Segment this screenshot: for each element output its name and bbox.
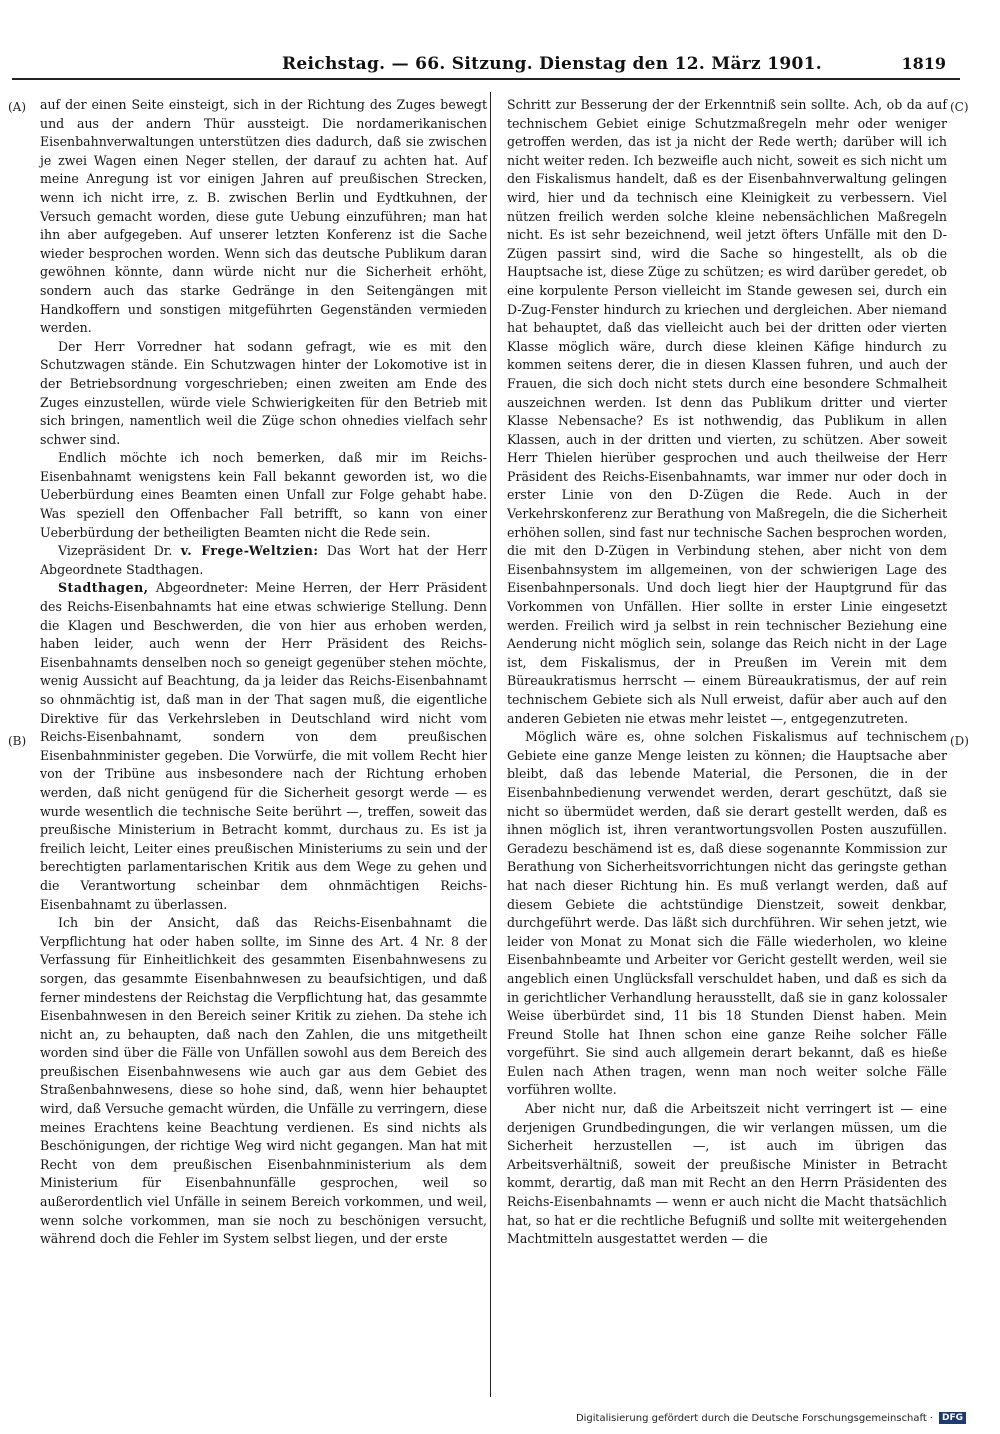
footer-text: Digitalisierung gefördert durch die Deutsche Forschungsgemeinschaft [575,1413,927,1424]
margin-mark-b: (B) [8,734,27,748]
margin-mark-d: (D) [950,734,969,748]
left-paragraph-4 [40,542,487,579]
speaker-name-frege: v. Frege-Weltzien: [180,543,319,559]
footer-credit [576,1412,966,1424]
left-paragraph-5 [40,579,487,914]
right-paragraph-1: Schritt zur Besserung der der Erkenntniß sein sollte. Ach, ob da auf technischem Gebiet einige Schutzmaßregeln mehr oder weniger getroffen werden, das ist ja nicht der Rede werth; darüber will ich nicht weiter reden. Ich bezweifle auch nicht, soweit es sich nicht um den Fiskalismus handelt, daß es der Eisenbahnverwaltung gelingen wird, hier und da technisch eine Kleinigkeit zu verbessern. Viel nützen freilich werden solche kleine nebensächlichen Maßregeln nicht. Es ist sehr bezeichnend, weil jetzt öfters Unfälle mit den D-Zügen passirt sind, wird die Sache so hingestellt, als ob die Hauptsache ist, diese Züge zu schützen; es wird darüber geredet, ob eine korpulente Person vielleicht im Stande gewesen sei, durch ein D-Zug-Fenster hindurch zu kriechen und dergleichen. Aber niemand hat behauptet, daß das vielleicht auch bei der dritten oder vierten Klasse möglich wäre, durch diese kleinen Käfige hindurch zu kommen seitens derer, die in diesen Klassen fuhren, und auch der Frauen, die sich doch nicht stets durch eine besondere Schmalheit auszeichnen werden. Ist denn das Publikum dritter und vierter Klasse Nebensache? Es ist nothwendig, das Publikum in allen Klassen, auch in der dritten und vierten, zu schützen. Aber soweit Herr Thielen hierüber gesprochen und auch theilweise der Herr Präsident des Reichs-Eisenbahnamts, war immer nur oder doch in erster Linie von den D-Zügen die Rede. Auch in der Verkehrskonferenz zur Berathung von Maßregeln, die die Sicherheit erhöhen sollen, sind fast nur technische Sachen besprochen worden, die mit den D-Zügen in Verbindung stehen, aber nicht von dem Eisenbahnsystem im allgemeinen, von der schwierigen Lage des Eisenbahnpersonals. Und doch liegt hier der Hauptgrund für das Vorkommen von Unfällen. Hier sollte in erster Linie eingesetzt werden. Freilich wird ja selbst in rein technischer Beziehung eine Aenderung nicht möglich sein, solange das Reich nicht in der Lage ist, dem Fiskalismus, der in Preußen im Verein mit dem Büreaukratismus herrscht — einem Büreaukratismus, der auf rein technischem Gebiete sich als Null erweist, dafür aber auch auf den anderen Gebieten nie etwas mehr leistet —, entgegenzutreten. [507,97,947,726]
dfg-logo: DFG [939,1412,966,1424]
left-paragraph-4-text: Das Wort hat der Herr Abgeordnete Stadthagen. [40,543,488,577]
left-paragraph-5-text: Abgeordneter: Meine Herren, der Herr Präsident des Reichs-Eisenbahnamts hat eine etwas schwierige Stellung. Denn die Klagen und Beschwerden, die von hier aus erhoben werden, haben leider, auch wenn der Herr Präsident des Reichs-Eisenbahnamts denselben noch so geneigt gegenüber stehen möchte, wenig Aussicht auf Beachtung, da ja leider das Reichs-Eisenbahnamt so ohnmächtig ist, daß man in der That sagen muß, die eigentliche Direktive für das Verkehrsleben in Deutschland wird nicht vom Reichs-Eisenbahnamt, sondern von dem preußischen Eisenbahnminister gegeben. Die Vorwürfe, die mit vollem Recht hier von der Tribüne aus insbesondere nach der Richtung erhoben werden, daß nicht genügend für die Sicherheit gesorgt werde — es wurde wesentlich die technische Seite berührt —, treffen, soweit das preußische Ministerium in Betracht kommt, durchaus zu. Es ist ja freilich leicht, Leiter eines preußischen Ministeriums zu sein und der berechtigten parlamentarischen Kritik aus dem Wege zu gehen und die Verantwortung scheinbar dem ohnmächtigen Reichs-Eisenbahnamt zu überlassen. [40,580,487,912]
right-paragraph-3: Aber nicht nur, daß die Arbeitszeit nicht verringert ist — eine derjenigen Grundbedingungen, die wir verlangen müssen, um die Sicherheit herzustellen —, ist auch im übrigen das Arbeitsverhältniß, soweit der preußische Minister in Betracht kommt, derartig, daß man mit Recht an den Herrn Präsidenten des Reichs-Eisenbahnamts — wenn er auch nicht die Macht thatsächlich hat, so hat er die rechtliche Befugniß und sollte mit weitergehenden Machtmitteln ausgestattet werden — die [507,1101,947,1247]
left-column [40,96,487,1249]
header-rule [12,78,960,80]
vice-president-label: Vizepräsident Dr. [58,543,173,559]
right-paragraph-2: Möglich wäre es, ohne solchen Fiskalismus auf technischem Gebiete eine ganze Menge leisten zu können; die Hauptsache aber bleibt, daß das lebende Material, die Personen, die in der Eisenbahnbedienung verwendet werden, derart geschützt, daß sie nicht so übermüdet werden, daß sie derart gestellt werden, daß es ihnen möglich ist, ihren verantwortungsvollen Posten auszufüllen. Geradezu beschämend ist es, daß diese sogenannte Kommission zur Berathung von Sicherheitsvorrichtungen nicht das geringste gethan hat nach dieser Richtung hin. Es muß verlangt werden, daß auf diesem Gebiete die achtstündige Dienstzeit, soweit denkbar, durchgeführt werde. Das läßt sich durchführen. Wir sehen jetzt, wie leider von Monat zu Monat sich die Fälle wiederholen, wo kleine Eisenbahnbeamte und Arbeiter vor Gericht gestellt werden, weil sie angeblich einen Unglücksfall verschuldet haben, und daß es sich da in gerichtlicher Verhandlung herausstellt, daß sie in ganz kolossaler Weise überbürdet sind, 11 bis 18 Stunden Dienst haben. Mein Freund Stolle hat Ihnen schon eine ganze Reihe solcher Fälle vorgeführt. Sie sind auch allgemein derart bekannt, daß es hieße Eulen nach Athen tragen, wenn man noch weiter solche Fälle vorführen wollte. [507,729,947,1098]
footer-separator: · [929,1413,933,1424]
left-paragraph-2: Der Herr Vorredner hat sodann gefragt, wie es mit den Schutzwagen stände. Ein Schutzwagen hinter der Lokomotive ist in der Betriebsordnung vorgeschrieben; einen zweiten am Ende des Zuges einzustellen, würde viele Schwierigkeiten für den Betrieb mit sich bringen, namentlich weil die Züge schon ohnedies vielfach sehr schwer sind. [40,338,487,447]
margin-mark-a: (A) [8,100,27,114]
left-paragraph-3: Endlich möchte ich noch bemerken, daß mir im Reichs-Eisenbahnamt wenigstens kein Fall bekannt geworden ist, wo die Ueberbürdung eines Beamten einen Unfall zur Folge gehabt habe. Was speziell den Offenbacher Fall betrifft, so kann von einer Ueberbürdung der betheiligten Beamten nicht die Rede sein. [40,450,487,540]
right-column [507,96,947,1249]
header-title: Reichstag. — 66. Sitzung. Dienstag den 12. März 1901. [282,54,822,74]
page-number: 1819 [901,54,946,73]
column-divider [490,92,491,1397]
margin-mark-c: (C) [950,100,969,114]
left-paragraph-1: auf der einen Seite einsteigt, sich in der Richtung des Zuges bewegt und aus der andern Thür aussteigt. Die nordamerikanischen Eisenbahnverwaltungen unterstützen dies dadurch, daß sie zwischen je zwei Wagen einen Neger stellen, der darauf zu achten hat. Auf meine Anregung ist vor einigen Jahren auf preußischen Strecken, wenn ich nicht irre, z. B. zwischen Berlin und Eydtkuhnen, der Versuch gemacht worden, diese gute Uebung einzuführen; man hat ihn aber aufgegeben. Auf unserer letzten Konferenz ist die Sache wieder besprochen worden. Wenn sich das deutsche Publikum daran gewöhnen könnte, dann würde nicht nur die Sicherheit erhöht, sondern auch das starke Gedränge in den Seitengängen mit Handkoffern und sonstigen mitgeführten Gegenständen vermieden werden. [40,97,487,336]
left-paragraph-6: Ich bin der Ansicht, daß das Reichs-Eisenbahnamt die Verpflichtung hat oder haben sollte, im Sinne des Art. 4 Nr. 8 der Verfassung für Einheitlichkeit des gesammten Eisenbahnwesens zu sorgen, das gesammte Eisenbahnwesen zu beaufsichtigen, und daß ferner mindestens der Reichstag die Verpflichtung hat, das gesammte Eisenbahnwesen in den Bereich seiner Kritik zu ziehen. Da stehe ich nicht an, zu behaupten, daß nach den Zahlen, die uns mitgetheilt worden sind über die Fälle von Unfällen sowohl aus dem Bereich des preußischen Eisenbahnwesens wie auch gar aus dem Gebiet des Straßenbahnwesens, diese so hohe sind, daß, wenn hier behauptet wird, daß Versuche gemacht würden, die Unfälle zu verringern, diese meines Erachtens keine Beachtung verdienen. Es sind nichts als Beschönigungen, der richtige Weg wird nicht gegangen. Man hat mit Recht von dem preußischen Eisenbahnministerium als dem Ministerium für Eisenbahnunfälle gesprochen, weil so außerordentlich viel Unfälle in seinem Bereich vorkommen, und weil, wenn solche vorkommen, man sie noch zu beschönigen versucht, während doch die Fehler im System selbst liegen, und der erste [40,915,487,1247]
speaker-name-stadthagen: Stadthagen, [58,580,149,596]
running-header [12,52,960,80]
